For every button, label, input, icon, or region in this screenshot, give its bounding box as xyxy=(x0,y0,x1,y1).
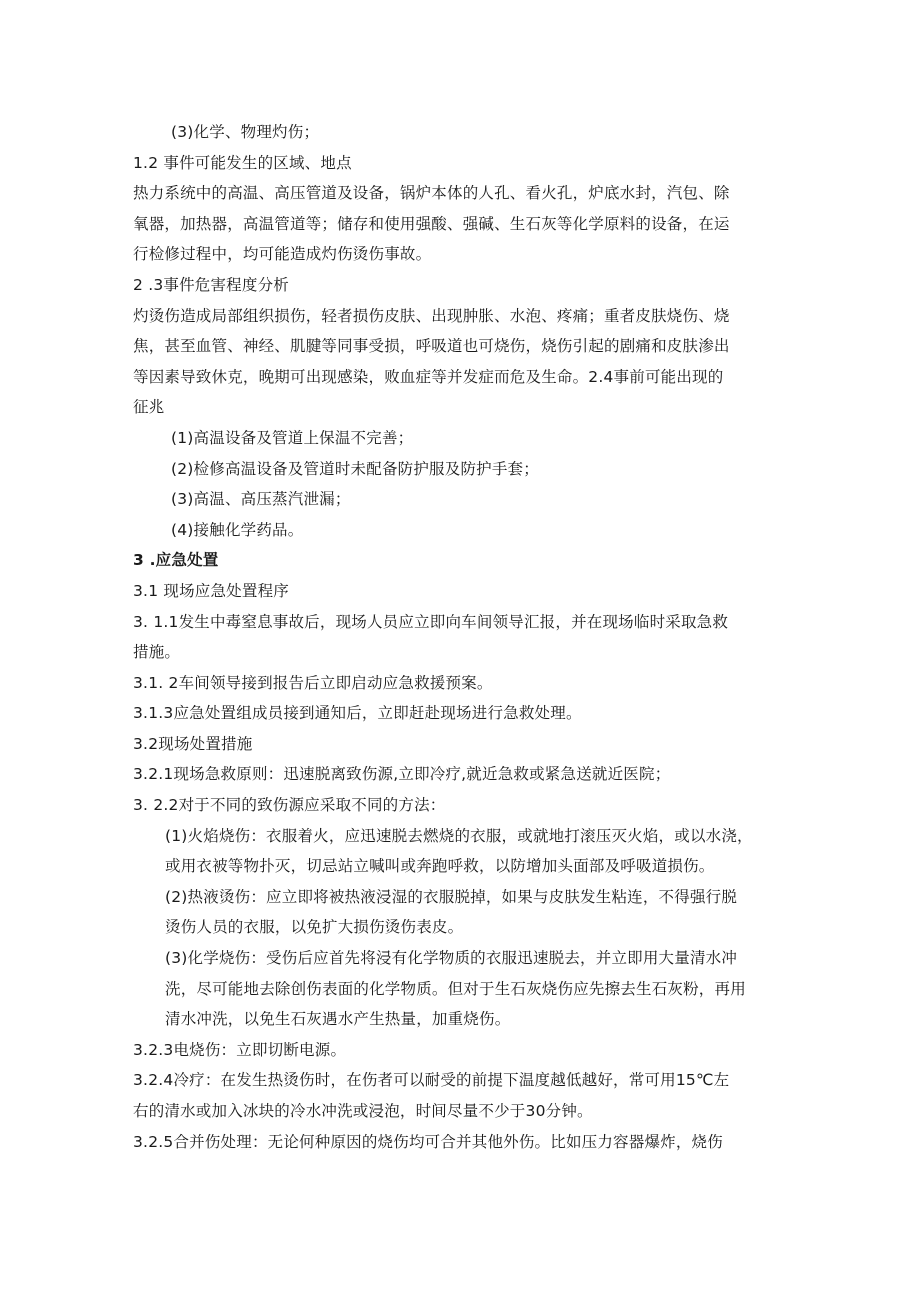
paragraph-line: 3. 2.2对于不同的致伤源应采取不同的方法： xyxy=(133,796,446,815)
list-item: (3)高温、高压蒸汽泄漏； xyxy=(171,490,351,509)
paragraph-line: 3.2.1现场急救原则：迅速脱离致伤源,立即冷疗,就近急救或紧急送就近医院； xyxy=(133,765,671,784)
paragraph-line: 3.2.4冷疗：在发生热烫伤时，在伤者可以耐受的前提下温度越低越好，常可用15℃左 xyxy=(133,1071,730,1090)
list-item: (3)化学、物理灼伤； xyxy=(171,123,320,141)
paragraph-line: 右的清水或加入冰块的冷水冲洗或浸泡，时间尽量不少于30分钟。 xyxy=(133,1102,593,1120)
paragraph-line: 3.1.3应急处置组成员接到通知后，立即赶赴现场进行急救处理。 xyxy=(133,704,582,723)
section-heading: 3.2现场处置措施 xyxy=(133,734,253,753)
paragraph-line: 行检修过程中，均可能造成灼伤烫伤事故。 xyxy=(133,245,432,264)
section-heading: 3.1 现场应急处置程序 xyxy=(133,581,289,600)
paragraph-line: 3.2.3电烧伤：立即切断电源。 xyxy=(133,1040,347,1059)
document-body xyxy=(133,117,793,1157)
list-item: 清水冲洗，以免生石灰遇水产生热量，加重烧伤。 xyxy=(165,1010,511,1029)
section-heading: 2 .3事件危害程度分析 xyxy=(133,275,289,294)
section-heading: 3 .应急处置 xyxy=(133,551,219,570)
list-item: (4)接触化学药品。 xyxy=(171,520,304,539)
paragraph-line: 征兆 xyxy=(133,398,165,417)
list-item: (1)火焰烧伤：衣服着火，应迅速脱去燃烧的衣服，或就地打滚压灭火焰，或以水浇， xyxy=(165,826,753,845)
paragraph-line: 焦，甚至血管、神经、肌腱等同事受损，呼吸道也可烧伤，烧伤引起的剧痛和皮肤渗出 xyxy=(133,337,730,356)
paragraph-line: 3.1. 2车间领导接到报告后立即启动应急救援预案。 xyxy=(133,673,493,692)
paragraph-line: 3.2.5合并伤处理：无论何种原因的烧伤均可合并其他外伤。比如压力容器爆炸，烧伤 xyxy=(133,1132,723,1151)
list-item: 洗，尽可能地去除创伤表面的化学物质。但对于生石灰烧伤应先擦去生石灰粉，再用 xyxy=(165,979,746,998)
list-item: (1)高温设备及管道上保温不完善； xyxy=(171,428,414,447)
paragraph-line: 氧器，加热器，高温管道等；储存和使用强酸、强碱、生石灰等化学原料的设备，在运 xyxy=(133,214,730,233)
list-item: (2)检修高温设备及管道时未配备防护服及防护手套； xyxy=(171,459,539,478)
paragraph-line: 灼烫伤造成局部组织损伤，轻者损伤皮肤、出现肿胀、水泡、疼痛；重者皮肤烧伤、烧 xyxy=(133,306,730,325)
list-item: 烫伤人员的衣服，以免扩大损伤烫伤表皮。 xyxy=(165,918,464,937)
paragraph-line: 3. 1.1发生中毒窒息事故后，现场人员应立即向车间领导汇报，并在现场临时采取急救 xyxy=(133,612,729,631)
list-item: (3)化学烧伤：受伤后应首先将浸有化学物质的衣服迅速脱去，并立即用大量清水冲 xyxy=(165,949,738,968)
paragraph-line: 措施。 xyxy=(133,643,181,662)
section-heading: 1.2 事件可能发生的区域、地点 xyxy=(133,153,352,172)
paragraph-line: 等因素导致休克，晚期可出现感染，败血症等并发症而危及生命。2.4事前可能出现的 xyxy=(133,367,724,386)
list-item: 或用衣被等物扑灭，切忌站立喊叫或奔跑呼救，以防增加头面部及呼吸道损伤。 xyxy=(165,857,715,876)
paragraph-line: 热力系统中的高温、高压管道及设备，锅炉本体的人孔、看火孔，炉底水封，汽包、除 xyxy=(133,184,730,203)
list-item: (2)热液烫伤：应立即将被热液浸湿的衣服脱掉，如果与皮肤发生粘连，不得强行脱 xyxy=(165,887,738,906)
